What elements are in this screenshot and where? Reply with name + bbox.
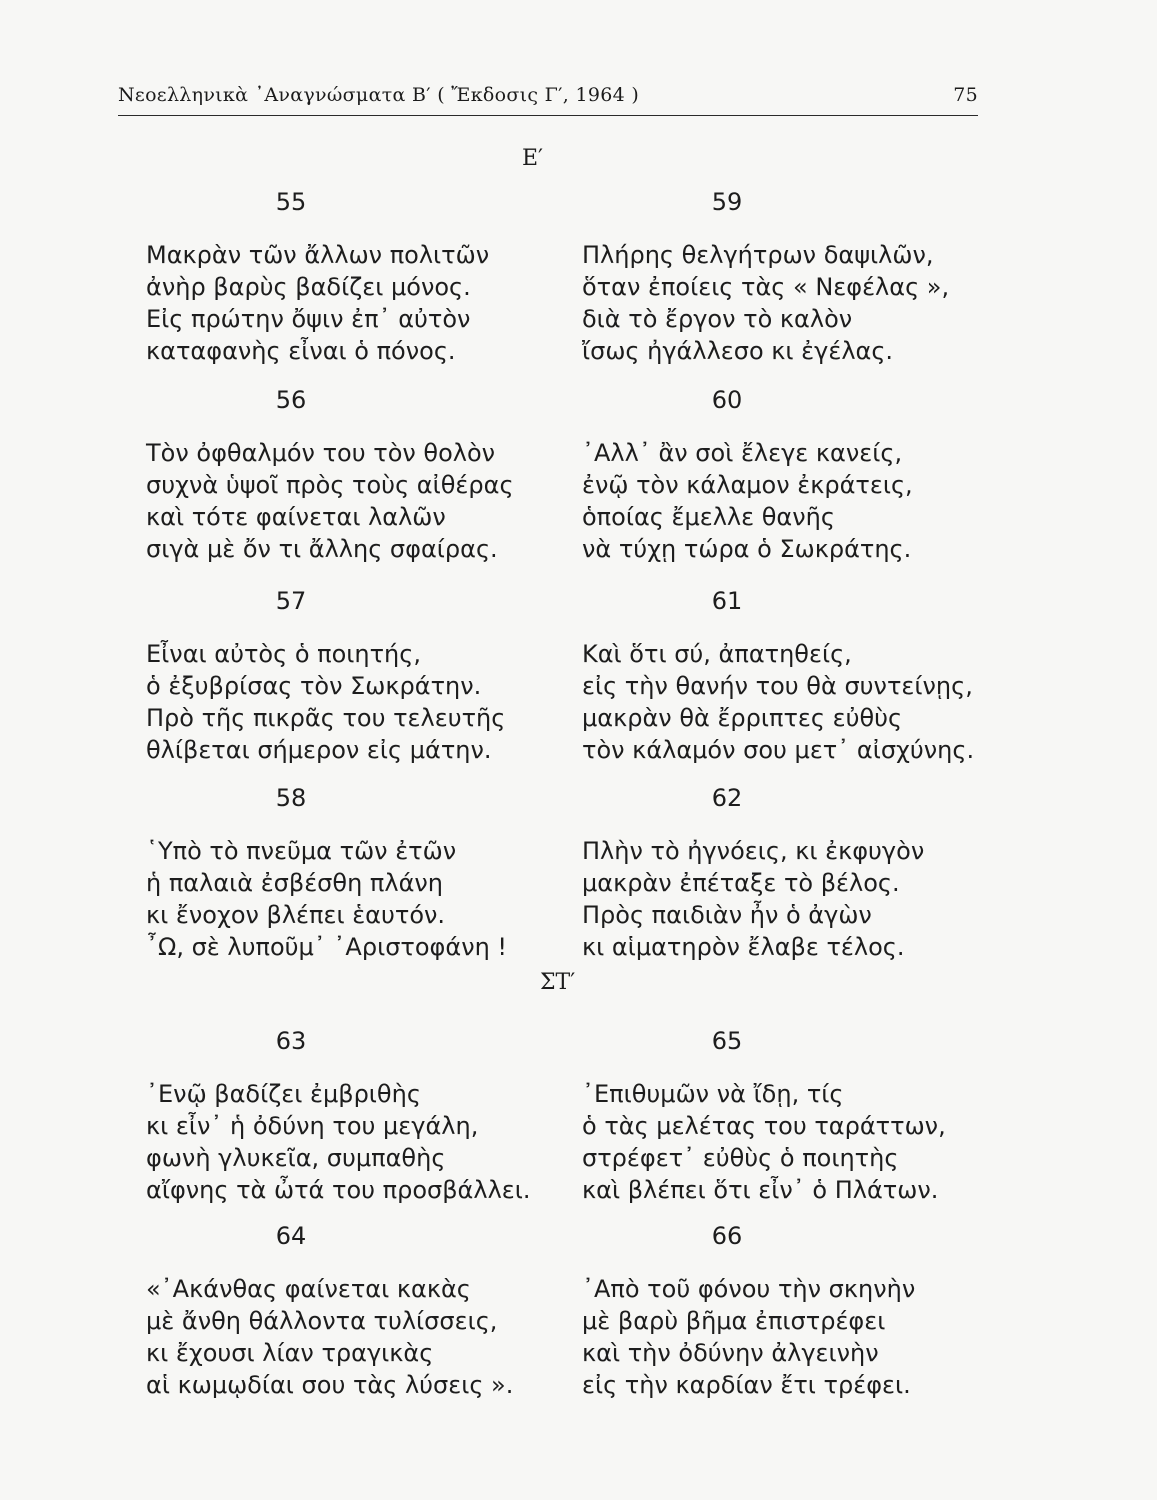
verse-line: καταφανὴς εἶναι ὁ πόνος. xyxy=(146,337,456,365)
stanza-59 xyxy=(582,185,1002,367)
verse-line: Εἰς πρώτην ὄψιν ἐπ᾿ αὐτὸν xyxy=(146,305,471,333)
verse-line: καὶ τότε φαίνεται λαλῶν xyxy=(146,503,446,531)
stanza-65 xyxy=(582,1024,1002,1206)
verse-line: ἴσως ἠγάλλεσο κι ἐγέλας. xyxy=(582,337,894,365)
verse-line: τὸν κάλαμόν σου μετ᾿ αἰσχύνης. xyxy=(582,736,975,764)
verse-line: νὰ τύχῃ τώρα ὁ Σωκράτης. xyxy=(582,535,912,563)
verse-line: Μακρὰν τῶν ἄλλων πολιτῶν xyxy=(146,241,490,269)
stanza-57 xyxy=(146,584,566,766)
stanza-number: 59 xyxy=(711,188,743,216)
verse-line: καὶ τὴν ὀδύνην ἀλγεινὴν xyxy=(582,1339,879,1367)
verse-line: μὲ βαρὺ βῆμα ἐπιστρέφει xyxy=(582,1307,886,1335)
verse-line: κι εἶν᾿ ἡ ὀδύνη του μεγάλη, xyxy=(146,1112,479,1140)
verse-line: κι ἔνοχον βλέπει ἑαυτόν. xyxy=(146,901,446,929)
stanza-number: 64 xyxy=(275,1222,307,1250)
header-rule xyxy=(118,115,978,116)
stanza-55 xyxy=(146,185,566,367)
stanza-number: 65 xyxy=(711,1027,743,1055)
section-heading-st: ΣΤ′ xyxy=(540,970,576,995)
stanza-66 xyxy=(582,1219,1002,1401)
verse-line: μακρὰν ἐπέταξε τὸ βέλος. xyxy=(582,869,900,897)
verse-line: Εἶναι αὐτὸς ὁ ποιητής, xyxy=(146,640,421,668)
stanza-58 xyxy=(146,781,566,963)
verse-line: στρέφετ᾿ εὐθὺς ὁ ποιητὴς xyxy=(582,1144,899,1172)
verse-line: ἐνῷ τὸν κάλαμον ἐκράτεις, xyxy=(582,471,913,499)
verse-line: ῏Ω, σὲ λυποῦμ᾿ ᾿Αριστοφάνη ! xyxy=(146,933,508,961)
verse-line: κι ἔχουσι λίαν τραγικὰς xyxy=(146,1339,434,1367)
page-number: 75 xyxy=(953,84,978,106)
verse-line: σιγὰ μὲ ὄν τι ἄλλης σφαίρας. xyxy=(146,535,498,563)
verse-line: αἴφνης τὰ ὦτά του προσβάλλει. xyxy=(146,1176,531,1204)
verse-line: ᾿Ενῷ βαδίζει ἐμβριθὴς xyxy=(146,1080,421,1108)
verse-line: Καὶ ὅτι σύ, ἀπατηθείς, xyxy=(582,640,852,668)
stanza-62 xyxy=(582,781,1002,963)
stanza-number: 55 xyxy=(275,188,307,216)
verse-line: Πρὸς παιδιὰν ἦν ὁ ἀγὼν xyxy=(582,901,872,929)
stanza-64 xyxy=(146,1219,566,1401)
verse-line: Πλὴν τὸ ἠγνόεις, κι ἐκφυγὸν xyxy=(582,837,925,865)
verse-line: μακρὰν θὰ ἔρριπτες εὐθὺς xyxy=(582,704,903,732)
verse-line: κι αἱματηρὸν ἔλαβε τέλος. xyxy=(582,933,905,961)
stanza-number: 63 xyxy=(275,1027,307,1055)
verse-line: φωνὴ γλυκεῖα, συμπαθὴς xyxy=(146,1144,446,1172)
section-heading-e: Ε′ xyxy=(522,146,544,171)
verse-line: ὁποίας ἔμελλε θανῆς xyxy=(582,503,835,531)
verse-line: εἰς τὴν θανήν του θὰ συντείνῃς, xyxy=(582,672,973,700)
stanza-63 xyxy=(146,1024,566,1206)
stanza-60 xyxy=(582,383,1002,565)
verse-line: Πρὸ τῆς πικρᾶς του τελευτῆς xyxy=(146,704,506,732)
verse-line: αἱ κωμῳδίαι σου τὰς λύσεις ». xyxy=(146,1371,514,1399)
stanza-number: 56 xyxy=(275,386,307,414)
verse-line: Πλήρης θελγήτρων δαψιλῶν, xyxy=(582,241,934,269)
verse-line: ῾Υπὸ τὸ πνεῦμα τῶν ἐτῶν xyxy=(146,837,457,865)
verse-line: ἡ παλαιὰ ἐσβέσθη πλάνη xyxy=(146,869,443,897)
verse-line: συχνὰ ὑψοῖ πρὸς τοὺς αἰθέρας xyxy=(146,471,514,499)
verse-line: ὁ ἐξυβρίσας τὸν Σωκράτην. xyxy=(146,672,482,700)
stanza-number: 57 xyxy=(275,587,307,615)
verse-line: ὁ τὰς μελέτας του ταράττων, xyxy=(582,1112,946,1140)
verse-line: θλίβεται σήμερον εἰς μάτην. xyxy=(146,736,492,764)
running-head: Νεοελληνικὰ ᾿Αναγνώσματα Β′ ( Ἔκδοσις Γ′, 1964 ) xyxy=(118,84,640,106)
verse-line: ᾿Αλλ᾿ ἂν σοὶ ἔλεγε κανείς, xyxy=(582,439,903,467)
verse-line: ᾿Επιθυμῶν νὰ ἴδῃ, τίς xyxy=(582,1080,844,1108)
stanza-number: 66 xyxy=(711,1222,743,1250)
stanza-number: 58 xyxy=(275,784,307,812)
page-header xyxy=(118,80,978,116)
stanza-number: 62 xyxy=(711,784,743,812)
verse-line: εἰς τὴν καρδίαν ἔτι τρέφει. xyxy=(582,1371,911,1399)
stanza-61 xyxy=(582,584,1002,766)
verse-line: μὲ ἄνθη θάλλοντα τυλίσσεις, xyxy=(146,1307,498,1335)
verse-line: ᾿Απὸ τοῦ φόνου τὴν σκηνὴν xyxy=(582,1275,916,1303)
verse-line: ὅταν ἐποίεις τὰς « Νεφέλας », xyxy=(582,273,950,301)
stanza-number: 61 xyxy=(711,587,743,615)
verse-line: διὰ τὸ ἔργον τὸ καλὸν xyxy=(582,305,853,333)
stanza-56 xyxy=(146,383,566,565)
stanza-number: 60 xyxy=(711,386,743,414)
verse-line: Τὸν ὀφθαλμόν του τὸν θολὸν xyxy=(146,439,496,467)
verse-line: καὶ βλέπει ὅτι εἶν᾿ ὁ Πλάτων. xyxy=(582,1176,939,1204)
verse-line: «᾿Ακάνθας φαίνεται κακὰς xyxy=(146,1275,471,1303)
verse-line: ἀνὴρ βαρὺς βαδίζει μόνος. xyxy=(146,273,471,301)
